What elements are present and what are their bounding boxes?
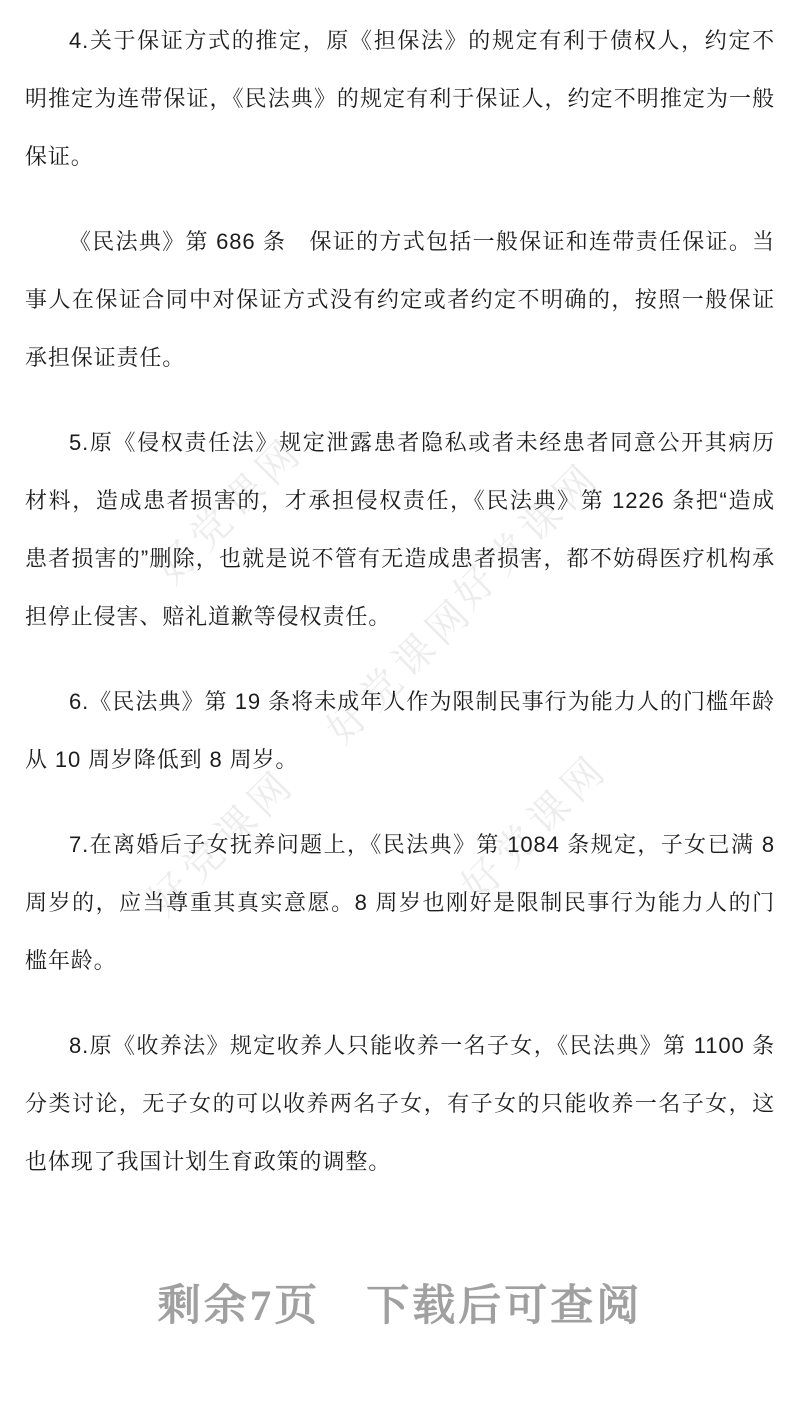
paragraph-tort-liability: 5.原《侵权责任法》规定泄露患者隐私或者未经患者同意公开其病历材料，造成患者损害的，才承担侵权责任，《民法典》第 1226 条把“造成患者损害的”删除，也就是说不管有无造成患者损害，都不妨碍医疗机构承担停止侵害、赔礼道歉等侵权责任。 [25,430,775,629]
download-hint: 下载后可查阅 [366,1283,643,1330]
paragraph-article-1100: 8.原《收养法》规定收养人只能收养一名子女，《民法典》第 1100 条分类讨论，无子女的可以收养两名子女，有子女的只能收养一名子女，这也体现了我国计划生育政策的调整。 [25,1033,775,1174]
paragraph-article-19: 6.《民法典》第 19 条将未成年人作为限制民事行为能力人的门槛年龄从 10 周岁降低到 8 周岁。 [25,689,775,772]
watermark-text: 好党课网 [148,428,313,593]
paragraph-guarantee-presumption: 4.关于保证方式的推定，原《担保法》的规定有利于债权人，约定不明推定为连带保证，《民法典》的规定有利于保证人，约定不明推定为一般保证。 [25,28,775,169]
paragraph-article-1084: 7.在离婚后子女抚养问题上，《民法典》第 1084 条规定，子女已满 8 周岁的，应当尊重其真实意愿。8 周岁也刚好是限制民事行为能力人的门槛年龄。 [25,832,782,973]
watermark-text: 好党课网 [140,760,305,925]
remaining-pages-count: 剩余7页 [157,1283,321,1330]
watermark-text: 好党课网 [445,453,610,618]
watermark-text: 好党课网 [453,745,618,910]
watermark-text: 好党课网 [318,588,483,753]
paragraph-article-686: 《民法典》第 686 条 保证的方式包括一般保证和连带责任保证。当事人在保证合同中对保证方式没有约定或者约定不明确的，按照一般保证承担保证责任。 [25,229,775,370]
remaining-pages-notice [0,1281,800,1333]
